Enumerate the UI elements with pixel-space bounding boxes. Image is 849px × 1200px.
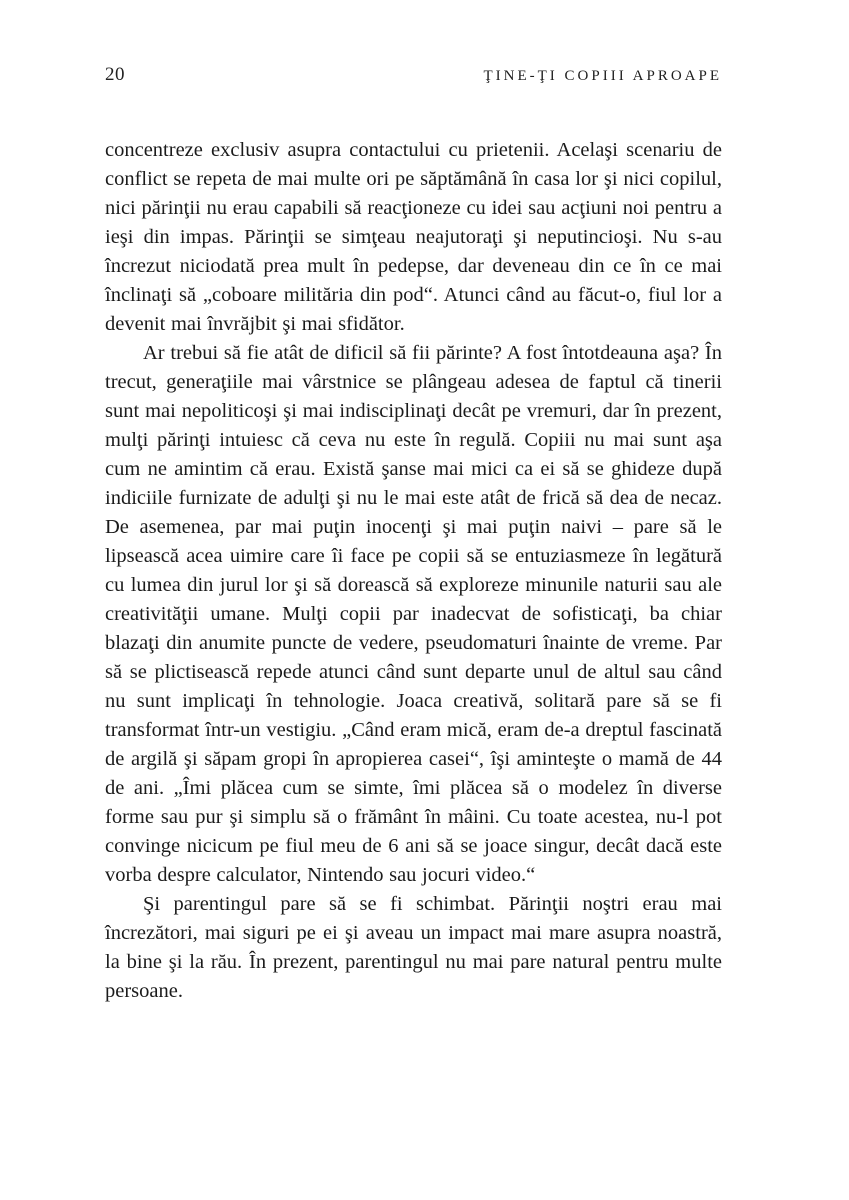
- paragraph: Ar trebui să fie atât de dificil să fii părinte? A fost întotdeauna aşa? În trecut, generaţiile mai vârstnice se plângeau adesea de faptul că tinerii sunt mai nepoliticoşi şi mai indisciplinaţi decât pe vremuri, dar în prezent, mulţi părinţi intuiesc că ceva nu este în regulă. Copiii nu mai sunt aşa cum ne amintim că erau. Există şanse mai mici ca ei să se ghideze după indiciile furnizate de adulţi şi nu le mai este atât de frică să dea de necaz. De asemenea, par mai puţin inocenţi şi mai puţin naivi – pare să le lipsească acea uimire care îi face pe copii să se entuziasmeze în legătură cu lumea din jurul lor şi să dorească să exploreze minunile naturii sau ale creativităţii umane. Mulţi copii par inadecvat de sofisticaţi, ba chiar blazaţi din anumite puncte de vedere, pseudomaturi înainte de vreme. Par să se plictisească repede atunci când sunt departe unul de altul sau când nu sunt implicaţi în tehnologie. Joaca creativă, solitară pare să se fi transformat într-un vestigiu. „Când eram mică, eram de-a dreptul fascinată de argilă şi săpam gropi în apropierea casei“, îşi aminteşte o mamă de 44 de ani. „Îmi plăcea cum se simte, îmi plăcea să o modelez în diverse forme sau pur şi simplu să o frământ în mâini. Cu toate acestea, nu-l pot convinge nicicum pe fiul meu de 6 ani să se joace singur, decât dacă este vorba despre calculator, Nintendo sau jocuri video.“: [105, 342, 722, 886]
- running-head: ŢINE-ŢI COPIII APROAPE: [483, 68, 722, 84]
- page-header: [105, 64, 722, 86]
- page-number: 20: [105, 64, 125, 85]
- paragraph: Şi parentingul pare să se fi schimbat. Părinţii noştri erau mai încrezători, mai siguri pe ei şi aveau un impact mai mare asupra noastră, la bine şi la rău. În prezent, parentingul nu mai pare natural pentru multe persoane.: [105, 893, 722, 1002]
- paragraph: concentreze exclusiv asupra contactului cu prietenii. Acelaşi scenariu de conflict se repeta de mai multe ori pe săptămână în casa lor şi nici copilul, nici părinţii nu erau capabili să reacţioneze cu idei sau acţiuni noi pentru a ieşi din impas. Părinţii se simţeau neajutoraţi şi neputincioşi. Nu s-au încrezut niciodată prea mult în pedepse, dar deveneau din ce în ce mai înclinaţi să „coboare milităria din pod“. Atunci când au făcut-o, fiul lor a devenit mai învrăjbit şi mai sfidător.: [105, 139, 722, 335]
- body-text: [105, 136, 722, 1006]
